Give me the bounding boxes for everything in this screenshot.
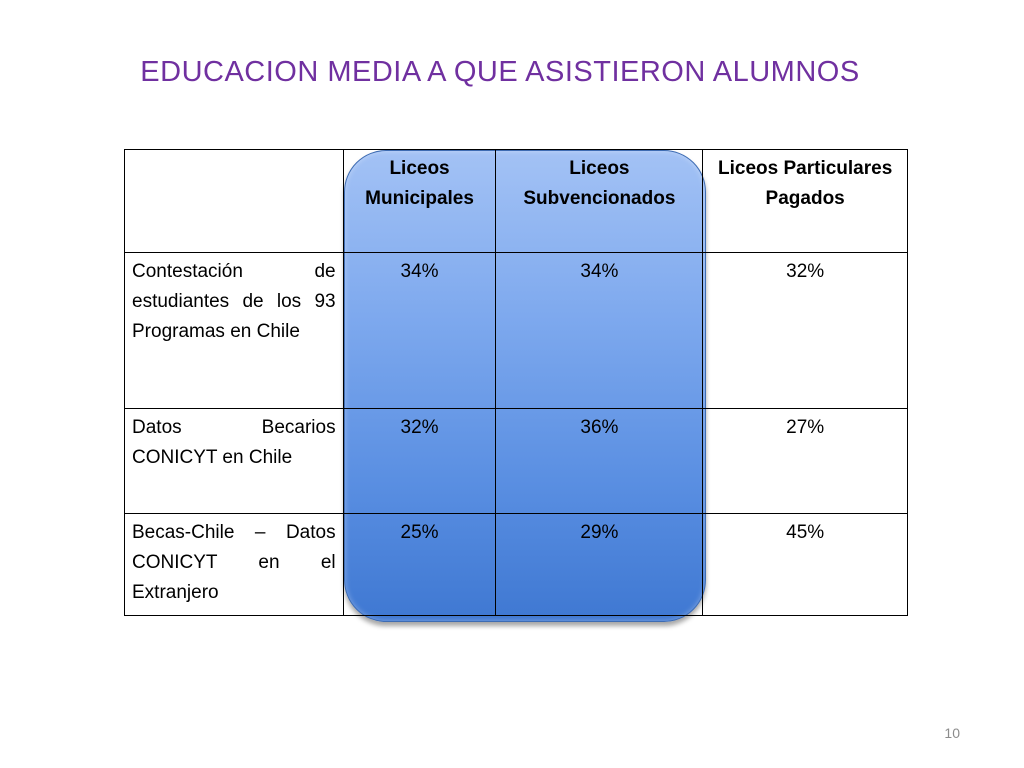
- row-label: Datos Becarios CONICYT en Chile: [125, 409, 344, 514]
- slide-title: EDUCACION MEDIA A QUE ASISTIERON ALUMNOS: [140, 56, 860, 88]
- header-liceos-subvencionados: Liceos Subvencionados: [496, 150, 703, 253]
- value-cell: 45%: [703, 514, 908, 616]
- table-row: [125, 409, 908, 514]
- value-cell: 25%: [343, 514, 496, 616]
- row-label: Becas-Chile – Datos CONICYT en el Extranjero: [125, 514, 344, 616]
- page-number: 10: [944, 725, 960, 741]
- row-label: Contestación de estudiantes de los 93 Programas en Chile: [125, 253, 344, 409]
- header-liceos-particulares-pagados: Liceos Particulares Pagados: [703, 150, 908, 253]
- value-cell: 34%: [496, 253, 703, 409]
- table-header-row: [125, 150, 908, 253]
- value-cell: 34%: [343, 253, 496, 409]
- value-cell: 29%: [496, 514, 703, 616]
- value-cell: 36%: [496, 409, 703, 514]
- data-table: [124, 149, 908, 616]
- value-cell: 32%: [703, 253, 908, 409]
- table-row: [125, 253, 908, 409]
- header-empty-cell: [125, 150, 344, 253]
- header-liceos-municipales: Liceos Municipales: [343, 150, 496, 253]
- table-row: [125, 514, 908, 616]
- value-cell: 27%: [703, 409, 908, 514]
- value-cell: 32%: [343, 409, 496, 514]
